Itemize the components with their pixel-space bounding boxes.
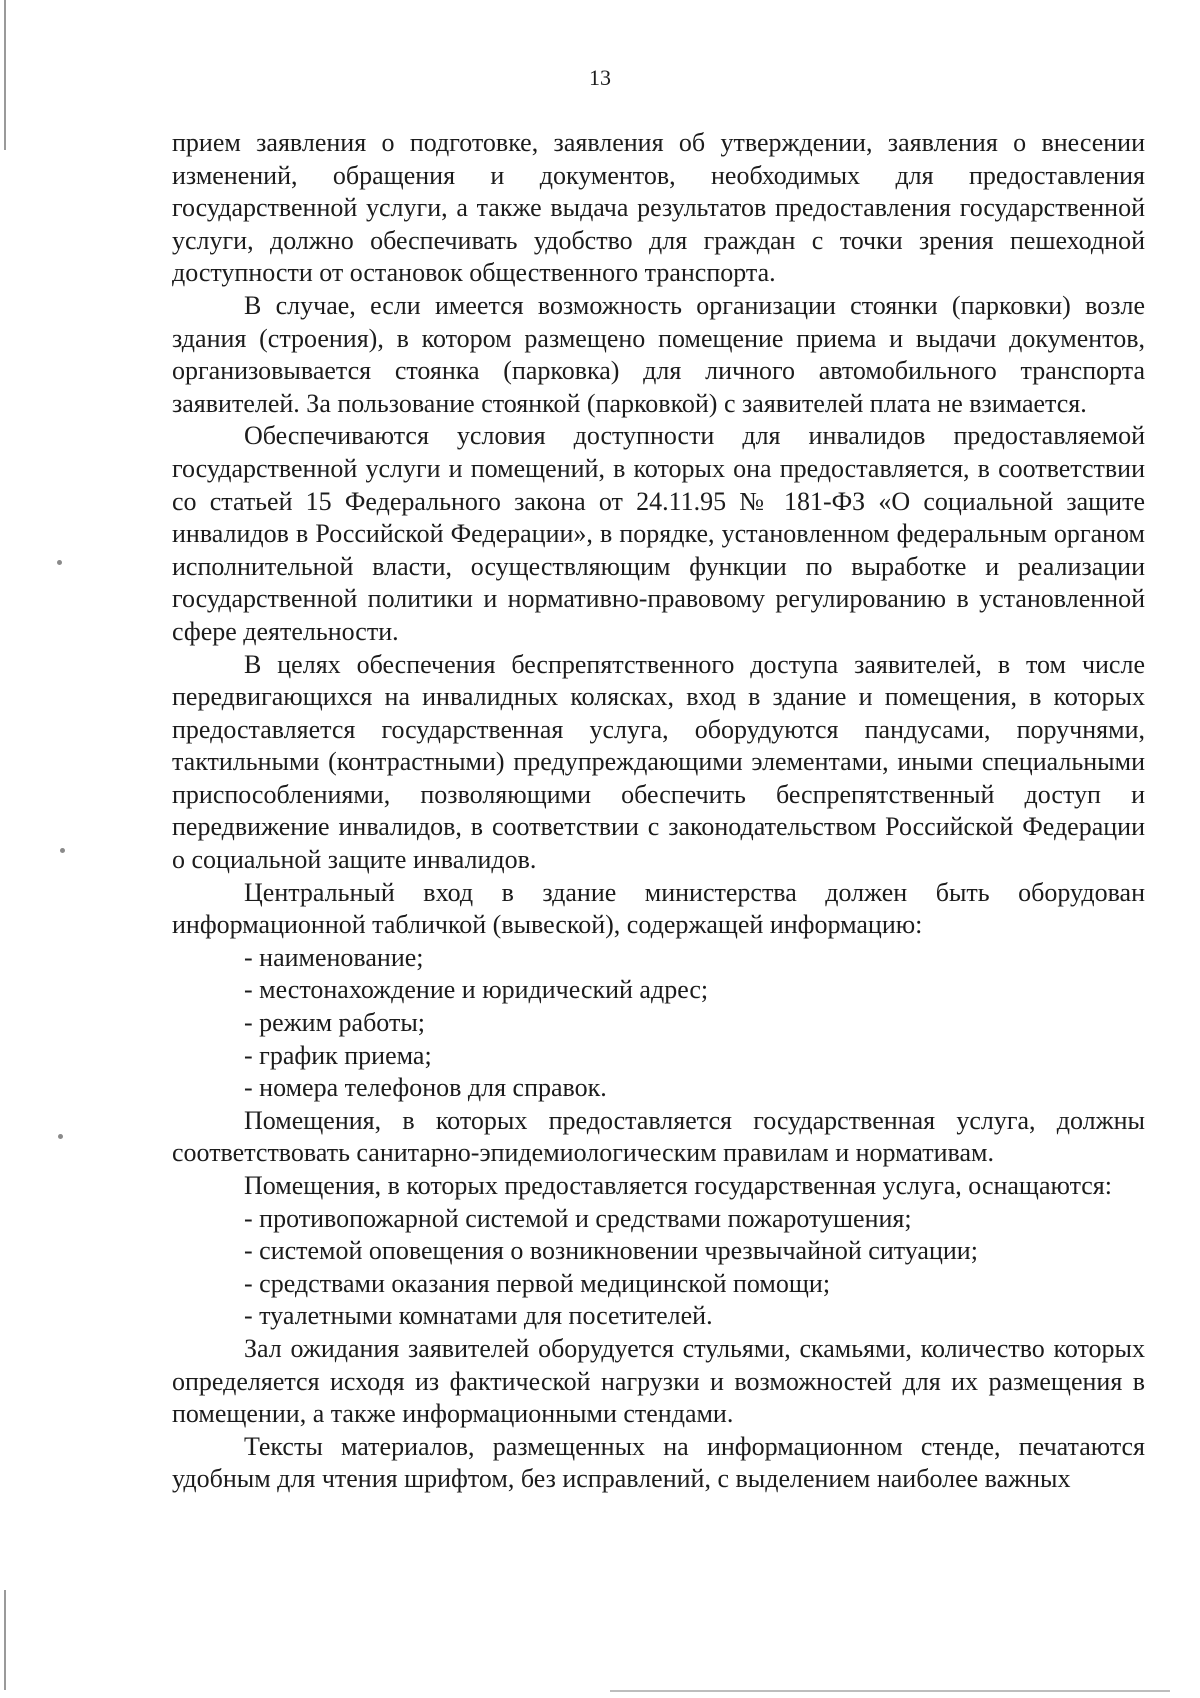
scan-speck [57, 560, 62, 565]
paragraph-truncated: Тексты материалов, размещенных на информационном стенде, печатаются удобным для чтения шрифтом, без исправлений, с выделением наиболее важных [172, 1431, 1145, 1494]
page-number: 13 [589, 65, 611, 90]
paragraph: В случае, если имеется возможность организации стоянки (парковки) возле здания (строения), в котором размещено помещение приема и выдачи документов, организовывается стоянка (парковка) для личного автомобильного транспорта заявителей. За пользование стоянкой (парковкой) с заявителей плата не взимается. [172, 290, 1145, 418]
list-item: - наименование; [244, 942, 424, 972]
list-item: - противопожарной системой и средствами пожаротушения; [244, 1203, 912, 1233]
list-item: - системой оповещения о возникновении чрезвычайной ситуации; [244, 1236, 978, 1266]
paragraph: Помещения, в которых предоставляется государственная услуга, оснащаются: [244, 1171, 1112, 1200]
scan-speck [58, 1134, 63, 1139]
scan-edge-line-bottom [4, 1590, 6, 1690]
paragraph: Зал ожидания заявителей оборудуется стульями, скамьями, количество которых определяется исходя из фактической нагрузки и возможностей для их размещения в помещении, а также информационными стендами. [172, 1333, 1145, 1429]
list-item: - режим работы; [244, 1008, 426, 1038]
paragraph: прием заявления о подготовке, заявления об утверждении, заявления о внесении изменений, обращения и документов, необходимых для предоставления государственной услуги, а также выдача результатов предоставления государственной услуги, должно обеспечивать удобство для граждан с точки зрения пешеходной доступности от остановок общественного транспорта. [172, 128, 1145, 288]
list-item: - средствами оказания первой медицинской помощи; [244, 1268, 831, 1298]
list-item: - местонахождение и юридический адрес; [244, 975, 709, 1005]
paragraph: Помещения, в которых предоставляется государственная услуга, должны соответствовать санитарно-эпидемиологическим правилам и нормативам. [172, 1105, 1145, 1168]
list-item: - туалетными комнатами для посетителей. [244, 1301, 713, 1331]
list-item: - номера телефонов для справок. [244, 1073, 607, 1103]
equipment-list [172, 1203, 1145, 1333]
paragraph: В целях обеспечения беспрепятственного доступа заявителей, в том числе передвигающихся на инвалидных колясках, вход в здание и помещения, в которых предоставляется государственная услуга, оборудуются пандусами, поручнями, тактильными (контрастными) предупреждающими элементами, иными специальными приспособлениями, позволяющими обеспечить беспрепятственный доступ и передвижение инвалидов, в соответствии с законодательством Российской Федерации о социальной защите инвалидов. [172, 649, 1145, 875]
list-item: - график приема; [244, 1040, 432, 1070]
scan-bottom-edge [610, 1690, 1170, 1692]
document-body [172, 127, 1145, 1496]
paragraph: Обеспечиваются условия доступности для инвалидов предоставляемой государственной услуги и помещений, в которых она предоставляется, в соответствии со статьей 15 Федерального закона от 24.11.95 № 181-ФЗ «О социальной защите инвалидов в Российской Федерации», в порядке, установленном федеральным органом исполнительной власти, осуществляющим функции по выработке и реализации государственной политики и нормативно-правовому регулированию в установленной сфере деятельности. [172, 421, 1145, 646]
paragraph: Центральный вход в здание министерства должен быть оборудован информационной табличкой (вывеской), содержащей информацию: [172, 877, 1145, 940]
info-sign-list [172, 942, 1145, 1105]
scan-speck [60, 848, 65, 853]
